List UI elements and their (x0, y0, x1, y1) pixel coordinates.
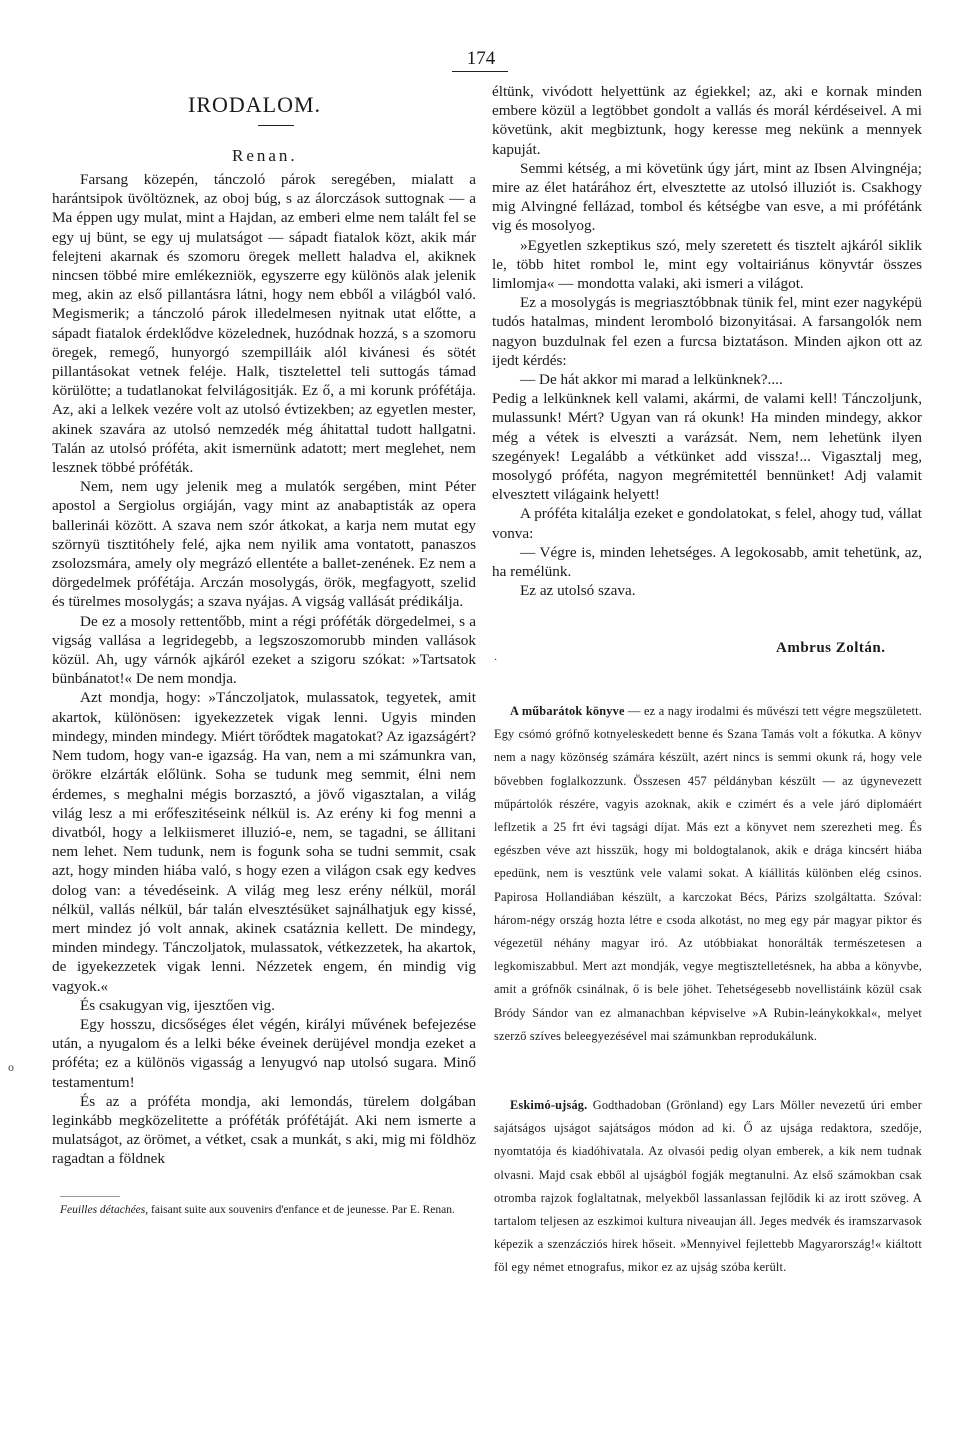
news-note-mubaratok (494, 700, 922, 1048)
right-paragraph: »Egyetlen szkeptikus szó, mely szeretett és tisztelt ajkáról siklik le, több hitet rombol le, mint egy voltairiánus könyvtár összes limlomja« — mondotta valaki, aki ismeri a világot. (492, 236, 922, 293)
dot-mark: · (494, 655, 498, 666)
right-paragraph: Pedig a lelkünknek kell valami, akármi, de valami kell! Tánczoljunk, mulassunk! Mért? Ugyan van rá okunk! Ha minden mindegy, akkor még a vétek is elveszti a varázsát. Nem, nem lehetünk ilyen szegények! Legalább a vétkünket add vissza!... Vigasztalj meg, mosolygó próféta, nagyon megrémitettél bennünket! Adj valamit elvesztett világaink helyett! (492, 390, 922, 504)
right-paragraph: Semmi kétség, a mi követünk úgy járt, mint az Ibsen Alvingnéja; mire az élet határához ért, elvesztette az utolsó illuziót is. Csakhogy mig Alvingné fellázad, tombol és kétségbe van esve, a mi prófétánk vig és mosolyog. (492, 159, 922, 235)
section-title: IRODALOM. (188, 92, 322, 117)
signature: Ambrus Zoltán. (776, 640, 886, 656)
left-paragraph: Nem, nem ugy jelenik meg a mulatók sergében, mint Péter apostol a Sergiolus orgiáján, vagy mint az anabaptisták az opera ballerinái között. A szava nem szór átkokat, a karja nem mutat egy szörnyü tisztitóhely felé, ajka nem nyilik ama vontatott, panaszos zsolozsmára, amely oly megrázó ellentéte a ballet-zenének. Ez nem a dörgedelmek prófétája. Arczán mosolygás, örök, megfagyott, szelid és türelmes mosolygás; a szava nyájas. A vigság vallását prédikálja. (52, 478, 476, 611)
right-paragraph: Ez a mosolygás is megriasztóbbnak tünik fel, mint ezer nagyképü tudós hatalmas, mindent leromboló bizonyitásai. A farsangolók nem nagyon buzdulnak fel ezen a furcsa biztatáson. Minden ajkon ott az ijedt kérdés: (492, 294, 922, 369)
news-note-paragraph (494, 1094, 922, 1280)
left-paragraph: De ez a mosoly rettentőbb, mint a régi próféták dörgedelmei, s a vigság vallása a legridegebb, a legszoszomorubb minden vallások közül. Ah, ugy várnók ajkáról ezeket a szigoru szókat: »Tartsatok bünbánatot!« De nem mondja. (52, 612, 476, 688)
footnote (60, 1202, 476, 1218)
right-paragraph: — Végre is, minden lehetséges. A legokosabb, amit tehetünk, az, ha remélünk. (492, 543, 922, 581)
news-note-eskimo (494, 1094, 922, 1280)
footnote-title: Feuilles détachées, (60, 1204, 149, 1216)
left-paragraph: Farsang közepén, tánczoló párok seregében, mialatt a harántsipok üvöltöznek, az oboj búg, s az álorczások suttognak — a Ma éppen ugy mulat, mint a Hajdan, az emberi elme nem talált fel se egy uj bünt, se egy uj mulatságot — sápadt fiatalok közt, akik már felejteni akarnak és szomoru öregek mellett haladva el, akiknek nincsen többé mire emlékezniök, egyszerre egy különös alak jelenik meg, akin az első pillantásra látni, hogy nem ebből a világból való. Megismerik; a tánczoló párok illedelmesen nyitnak utat előtte, a sápadt fiatalok érdeklődve közelednek, huzódnak hozzá, s a szomoru öregek, remegő, hunyorgó szempilláik alól kivánesi és sötét pillantásokat vetnek feléje. Halk, tisztelettel teli suttogás támad körülötte; a tudatlanokat felvilágositják. Ez ő, a mi korunk prófétája. Az, aki a lelkek vezére volt az utolsó évtizekben; az egyetlen mester, akinek szavára az utolsó nemzedék még áhitattal tudott hallgatni. Talán az utolsó próféta, akit ismernünk adatott; mert meglehet, nem lesznek többé próféták. (52, 171, 476, 477)
footnote-text: faisant suite aux souvenirs d'enfance et de jeunesse. Par E. Renan. (151, 1204, 455, 1216)
page-number: 174 (466, 48, 496, 69)
news-note-text: — ez a nagy irodalmi és művészi tett végre megszületett. Egy csómó grófnő kotnyeleskedett benne és Szana Tamás volt a fókutka. A könyv nem a nagy közönség számára készült, azért nincs is semmi okunk rá, hogy vele bővebben foglalkozzunk. Összesen 457 példányban készült — az úgynevezett műpártolók részére, vagyis azoknak, akik e czimért és a vele járó diplomáért leflzetik a 25 frt évi tagsági díjat. Más ezt a könyvet nem szerezheti meg. És egészben véve azt hisszük, hogy mi boldogtalanok, akik e drága kincsért hiába epedünk, nem is vesztünk vele valami sokat. A kiállitás különben elég csinos. Papirosa Hollandiában készült, a karczokat Bécs, Párizs szolgáltatta. Szóval: három-négy ország hozta létre e csoda alkotást, no meg egy pár magyar piktor és végezetül néhány magyar iró. Az utóbbiakat honorálták természetesen a legkomiszabbul. Mert azt mondják, vegye megtisztelletésnek, ha abba a könyvbe, amit a grófnők csinálnak, ő is bele jöhet. Tehetségesebb novellistáink közül csak Bródy Sándor van ez almanachban képviselve »A Rubin-leánykokkal«, melyet szerző szíves beleegyezésével mai számunkban reprodukálunk. (494, 704, 922, 1043)
right-paragraph: A próféta kitalálja ezeket e gondolatokat, s felel, ahogy tud, vállat vonva: (492, 505, 922, 542)
right-paragraph: Ez az utolsó szava. (520, 582, 636, 600)
margin-mark: o (8, 1060, 14, 1074)
footnote-rule (60, 1196, 120, 1197)
right-paragraph: éltünk, vivódott helyettünk az égiekkel; az, aki e kornak minden embere közül a legtöbbet gondolt a vallás és morál kérdéseivel. A mi követünk, akit megbiztunk, hogy keresse meg nekünk a mennyek kapuját. (492, 83, 922, 158)
left-column-body (52, 170, 476, 1169)
left-paragraph: Egy hosszu, dicsőséges élet végén, királyi művének befejezése után, a nyugalom és a lelki béke éveinek derüjével mondja ezeket a próféta; ez a különös vigasság a lenyugvó nap utolsó sugara. Minő testamentum! (52, 1015, 476, 1091)
page-number-rule (452, 71, 508, 72)
left-paragraph: Azt mondja, hogy: »Tánczoljatok, mulassatok, tegyetek, amit akartok, különösen: igyekezzetek vigak lenni. Ugyis minden mindegy, minden mindegy. Miért törődtek magatokat? Az igazságért? Nem tudom, hogy van-e igazság. Ha van, nem a mi számunkra van, örökre elzárták előlünk. Soha se tudunk meg semmit, élni nem érdemes, s meghalni mégis borzasztó, a jövő vigasztalan, a világ világ lesz a mi erőfeszitéseink nélkül is. Az erény ki fog menni a divatból, hogy a lelkiismeret illuzió-e, nem, se tagadni, se állitani nem lehet. Nem tudunk, nem is fogunk soha se tudni semmit, csak azt, hogy minden hiába való, s hogy ezen a világon csak egy kedves dolog van: a tévedéseink. A világ meg lesz erény nélkül, morál nélkül, vallás nélkül, bár talán elvesztésüket sajnálhatjuk egy kissé, mert mindez jó volt annak, akinek csatáznia kellett. De mindegy, minden mindegy. Tánczoljatok, mulassatok, vétkezzetek, ha akartok, de igyekezzetek vigak lenni. Nézzetek engem, én mindig vig vagyok.« (52, 689, 476, 995)
news-note-text: Godthadoban (Grönland) egy Lars Möller nevezetű úri ember sajátságos ujságot sajátságos módon ad ki. Ő az ujsága redaktora, szedője, nyomtatója és kiadóhivatala. Az olvasói pedig olyan emberek, a kik nem tudnak olvasni. Majd csak ebből al ujságból fogják megtanulni. Az első számokban csak otromba rajzok foglaltatnak, melyekből lassanlassan fejlődik ki az irott szöveg. A tartalom teljesen az eszkimoi kultura niveaujan áll. Jeges medvék és iramszarvasok képezik a szenzácziós hirek hőseit. »Mennyivel fejlettebb Magyarország!« kiáltott föl egy német etnografus, mikor ez az ujság szóba került. (494, 1098, 922, 1275)
left-paragraph: És az a próféta mondja, aki lemondás, türelem dolgában leginkább megközelitette a próféták prófétáját. Aki nem ismerte a mulatságot, az örömet, a vétket, csak a munkát, s aki, mig mi földhöz ragadtan a földnek (52, 1092, 476, 1168)
news-note-paragraph (494, 700, 922, 1048)
article-title: Renan. (232, 146, 298, 165)
news-note-lead: Eskimó-ujság. (510, 1098, 588, 1112)
news-note-lead: A műbarátok könyve (510, 704, 625, 718)
title-rule (258, 125, 294, 126)
left-paragraph: És csakugyan vig, ijesztően vig. (80, 996, 275, 1014)
right-paragraph: — De hát akkor mi marad a lelkünknek?.... (520, 371, 783, 389)
right-column-body (492, 82, 922, 600)
